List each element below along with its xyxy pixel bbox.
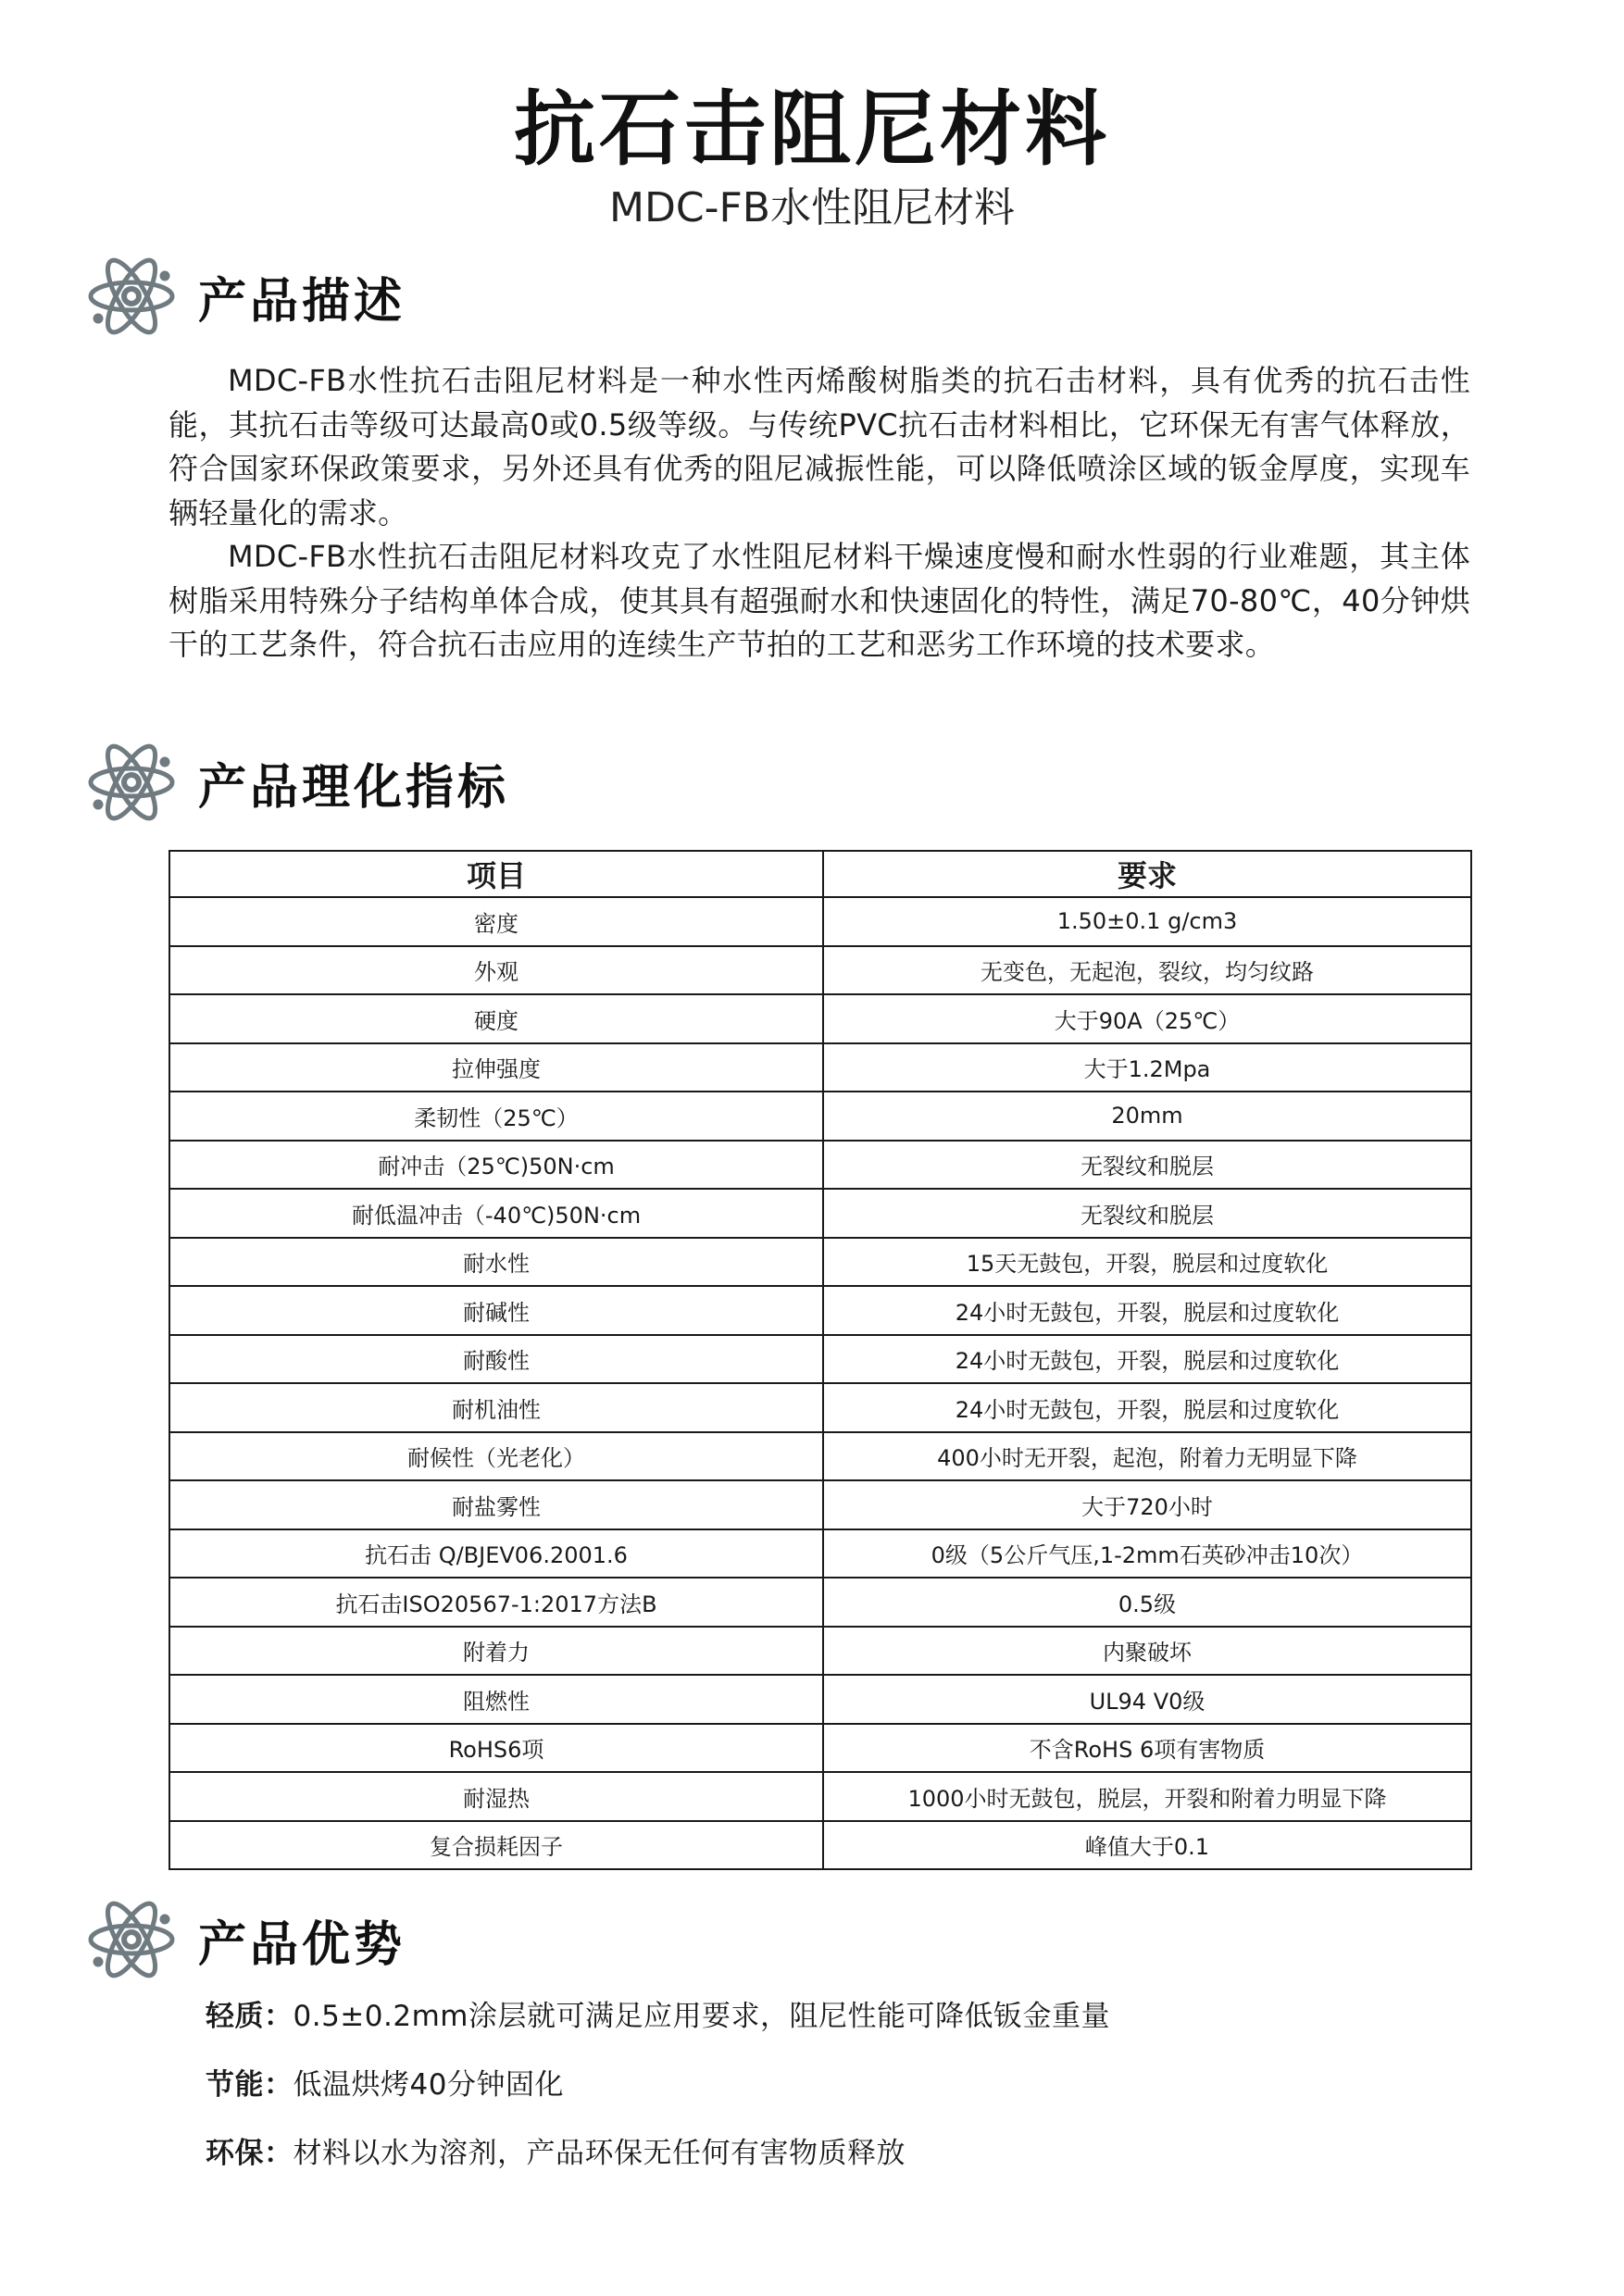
spec-requirement-cell: 大于90A（25℃） (823, 994, 1471, 1043)
description-paragraph-1: MDC-FB水性抗石击阻尼材料是一种水性丙烯酸树脂类的抗石击材料，具有优秀的抗石击性能，其抗石击等级可达最高0或0.5级等级。与传统PVC抗石击材料相比，它环保无有害气体释放，符合国家环保政策要求，另外还具有优秀的阻尼减振性能，可以降低喷涂区域的钣金厚度，实现车辆轻量化的需求。 (169, 363, 1470, 530)
table-row (169, 1480, 1471, 1529)
spec-requirement-cell: 不含RoHS 6项有害物质 (823, 1724, 1471, 1773)
atom-icon (85, 248, 178, 344)
table-row (169, 1141, 1471, 1190)
section-head-description (85, 245, 406, 347)
spec-item-cell: 耐低温冲击（-40℃)50N·cm (169, 1189, 823, 1238)
column-header-requirement: 要求 (823, 851, 1471, 897)
advantage-text: 低温烘烤40分钟固化 (293, 2068, 564, 2102)
spec-item-cell: 耐盐雾性 (169, 1480, 823, 1529)
table-row (169, 1675, 1471, 1724)
spec-item-cell: 耐水性 (169, 1238, 823, 1287)
spec-requirement-cell: 大于720小时 (823, 1480, 1471, 1529)
spec-item-cell: 耐湿热 (169, 1772, 823, 1821)
atom-icon (85, 734, 178, 830)
page-subtitle: MDC-FB水性阻尼材料 (609, 184, 1015, 231)
table-row (169, 1335, 1471, 1384)
table-row (169, 1286, 1471, 1335)
spec-item-cell: 耐碱性 (169, 1286, 823, 1335)
spec-item-cell: 抗石击ISO20567-1:2017方法B (169, 1578, 823, 1627)
spec-item-cell: 外观 (169, 946, 823, 995)
table-row (169, 1772, 1471, 1821)
atom-icon (85, 1891, 178, 1984)
atom-icon (85, 734, 178, 827)
spec-requirement-cell: 1.50±0.1 g/cm3 (823, 897, 1471, 946)
spec-requirement-cell: 20mm (823, 1092, 1471, 1141)
table-row (169, 1092, 1471, 1141)
spec-requirement-cell: 24小时无鼓包，开裂，脱层和过度软化 (823, 1286, 1471, 1335)
spec-item-cell: 柔韧性（25℃） (169, 1092, 823, 1141)
table-row (169, 1189, 1471, 1238)
spec-item-cell: RoHS6项 (169, 1724, 823, 1773)
spec-table (169, 850, 1472, 1870)
section-head-specs (85, 731, 509, 833)
spec-requirement-cell: 24小时无鼓包，开裂，脱层和过度软化 (823, 1335, 1471, 1384)
spec-requirement-cell: 内聚破坏 (823, 1627, 1471, 1676)
spec-requirement-cell: 无变色，无起泡，裂纹，均匀纹路 (823, 946, 1471, 995)
spec-requirement-cell: 24小时无鼓包，开裂，脱层和过度软化 (823, 1383, 1471, 1432)
spec-requirement-cell: 0.5级 (823, 1578, 1471, 1627)
spec-item-cell: 抗石击 Q/BJEV06.2001.6 (169, 1529, 823, 1578)
spec-requirement-cell: 大于1.2Mpa (823, 1043, 1471, 1092)
spec-item-cell: 耐机油性 (169, 1383, 823, 1432)
spec-item-cell: 耐冲击（25℃)50N·cm (169, 1141, 823, 1190)
spec-requirement-cell: 峰值大于0.1 (823, 1821, 1471, 1870)
atom-icon (85, 1891, 178, 1988)
spec-item-cell: 拉伸强度 (169, 1043, 823, 1092)
advantage-label: 节能： (206, 2068, 294, 2102)
section-title-advantages: 产品优势 (198, 1916, 406, 1973)
table-row (169, 946, 1471, 995)
table-row (169, 897, 1471, 946)
section-title-description: 产品描述 (198, 273, 406, 330)
column-header-item: 项目 (169, 851, 823, 897)
spec-requirement-cell: 无裂纹和脱层 (823, 1189, 1471, 1238)
table-row (169, 1238, 1471, 1287)
page-title: 抗石击阻尼材料 (513, 81, 1110, 177)
table-row (169, 994, 1471, 1043)
spec-item-cell: 耐酸性 (169, 1335, 823, 1384)
spec-item-cell: 密度 (169, 897, 823, 946)
advantage-text: 0.5±0.2mm涂层就可满足应用要求，阻尼性能可降低钣金重量 (293, 2000, 1110, 2033)
table-row (169, 1383, 1471, 1432)
spec-requirement-cell: 400小时无开裂，起泡，附着力无明显下降 (823, 1432, 1471, 1481)
spec-requirement-cell: UL94 V0级 (823, 1675, 1471, 1724)
table-row (169, 1529, 1471, 1578)
section-head-advantages (85, 1889, 406, 1990)
advantage-item (206, 2061, 564, 2103)
table-row (169, 1724, 1471, 1773)
spec-item-cell: 阻燃性 (169, 1675, 823, 1724)
spec-item-cell: 耐候性（光老化） (169, 1432, 823, 1481)
table-row (169, 1578, 1471, 1627)
advantage-label: 轻质： (206, 2000, 294, 2033)
description-text (169, 359, 1470, 668)
table-header-row (169, 851, 1471, 897)
spec-requirement-cell: 0级（5公斤气压,1-2mm石英砂冲击10次） (823, 1529, 1471, 1578)
spec-requirement-cell: 无裂纹和脱层 (823, 1141, 1471, 1190)
table-row (169, 1627, 1471, 1676)
description-paragraph-2: MDC-FB水性抗石击阻尼材料攻克了水性阻尼材料干燥速度慢和耐水性弱的行业难题，其主体树脂采用特殊分子结构单体合成，使其具有超强耐水和快速固化的特性，满足70-80℃，40分钟烘干的工艺条件，符合抗石击应用的连续生产节拍的工艺和恶劣工作环境的技术要求。 (169, 539, 1470, 662)
section-title-specs: 产品理化指标 (198, 759, 510, 816)
advantage-item (206, 1992, 1110, 2034)
table-row (169, 1432, 1471, 1481)
advantage-text: 材料以水为溶剂，产品环保无任何有害物质释放 (293, 2137, 906, 2170)
spec-requirement-cell: 15天无鼓包，开裂，脱层和过度软化 (823, 1238, 1471, 1287)
spec-item-cell: 硬度 (169, 994, 823, 1043)
spec-item-cell: 复合损耗因子 (169, 1821, 823, 1870)
spec-table-body (169, 897, 1471, 1869)
atom-icon (85, 248, 178, 341)
spec-requirement-cell: 1000小时无鼓包，脱层，开裂和附着力明显下降 (823, 1772, 1471, 1821)
spec-item-cell: 附着力 (169, 1627, 823, 1676)
advantage-item (206, 2129, 906, 2171)
table-row (169, 1821, 1471, 1870)
advantage-label: 环保： (206, 2137, 294, 2170)
table-row (169, 1043, 1471, 1092)
